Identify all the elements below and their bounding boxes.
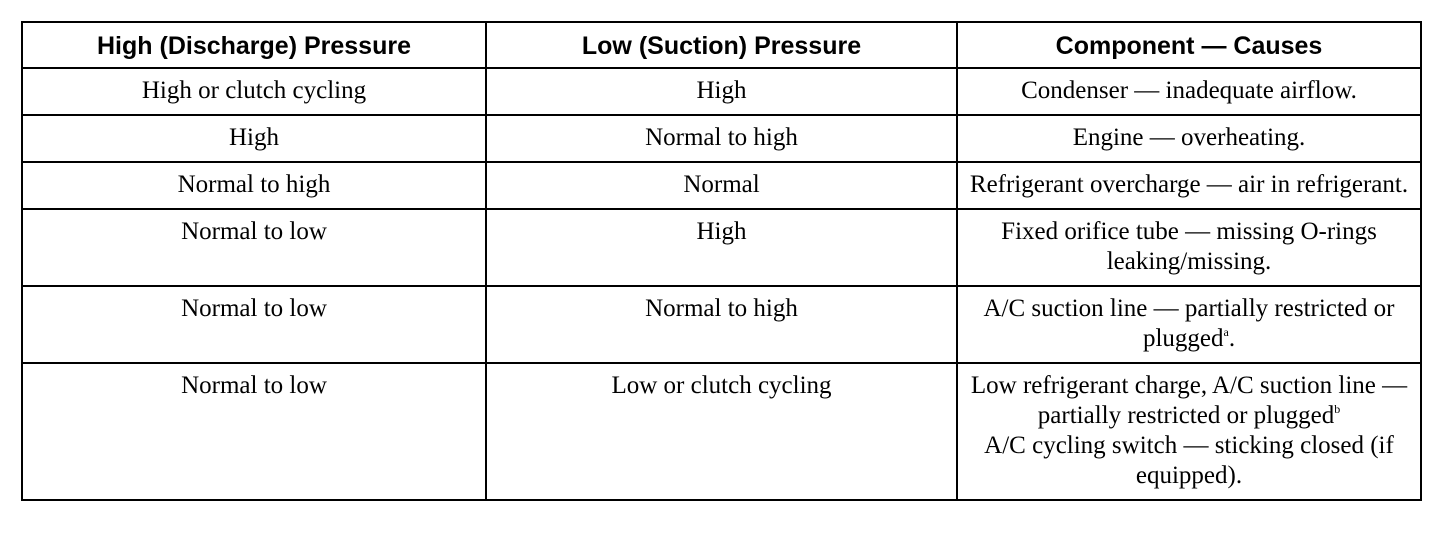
cell-cause <box>957 363 1421 500</box>
table-header-row <box>22 22 1421 68</box>
cell-cause: Condenser — inadequate airflow. <box>957 68 1421 115</box>
table-row <box>22 209 1421 286</box>
cell-high-pressure: High <box>22 115 486 162</box>
header-component-causes: Component — Causes <box>957 22 1421 68</box>
cell-high-pressure: Normal to high <box>22 162 486 209</box>
cell-high-pressure: Normal to low <box>22 363 486 500</box>
cause-text: A/C suction line — partially restricted or plugged <box>983 295 1395 352</box>
cell-low-pressure: Normal <box>486 162 957 209</box>
table-row <box>22 115 1421 162</box>
diagnosis-table <box>21 21 1422 501</box>
cause-text-second: A/C cycling switch — sticking closed (if equipped). <box>984 432 1394 489</box>
cell-low-pressure: Normal to high <box>486 115 957 162</box>
table-row <box>22 68 1421 115</box>
cell-high-pressure: High or clutch cycling <box>22 68 486 115</box>
cause-text-end: . <box>1228 325 1236 352</box>
header-low-pressure: Low (Suction) Pressure <box>486 22 957 68</box>
table-row <box>22 363 1421 500</box>
cell-low-pressure: High <box>486 209 957 286</box>
cell-low-pressure: Normal to high <box>486 286 957 363</box>
cell-cause: Refrigerant overcharge — air in refrigerant. <box>957 162 1421 209</box>
footnote-marker-b: b <box>1334 402 1341 416</box>
cell-cause <box>957 286 1421 363</box>
cell-high-pressure: Normal to low <box>22 209 486 286</box>
cell-high-pressure: Normal to low <box>22 286 486 363</box>
cell-low-pressure: High <box>486 68 957 115</box>
cell-cause: Engine — overheating. <box>957 115 1421 162</box>
cell-cause: Fixed orifice tube — missing O-rings leaking/missing. <box>957 209 1421 286</box>
header-high-pressure: High (Discharge) Pressure <box>22 22 486 68</box>
table-row <box>22 286 1421 363</box>
cause-text: Low refrigerant charge, A/C suction line — partially restricted or plugged <box>970 372 1408 429</box>
footnote-marker-a: a <box>1223 325 1229 339</box>
cell-low-pressure: Low or clutch cycling <box>486 363 957 500</box>
table-row <box>22 162 1421 209</box>
